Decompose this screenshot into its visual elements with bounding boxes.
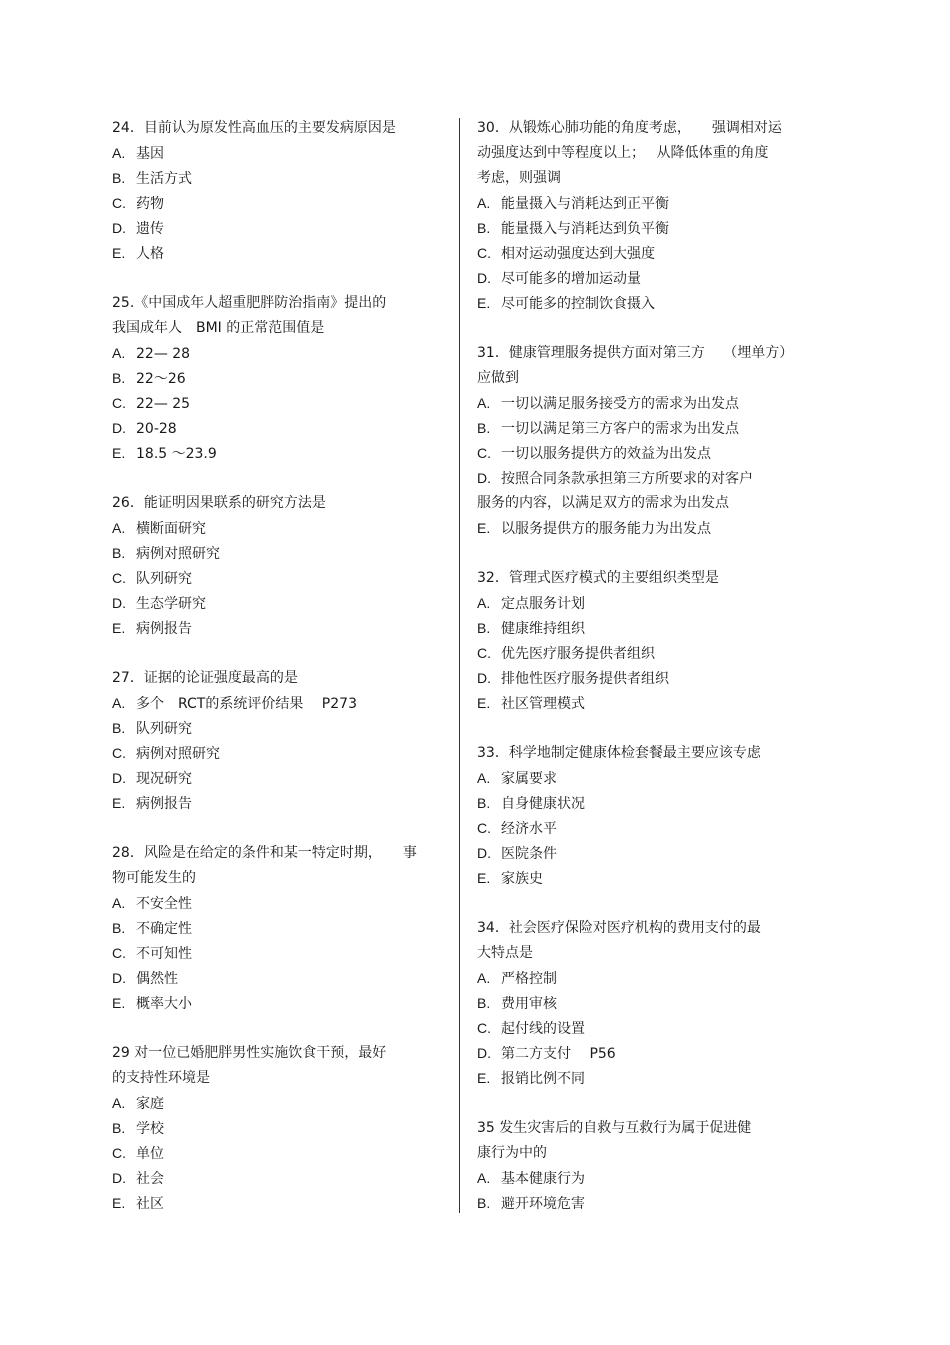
option-letter: B.	[477, 795, 491, 811]
answer-option	[477, 1191, 807, 1216]
option-text: 家属要求	[501, 771, 557, 787]
option-text: 队列研究	[136, 571, 192, 587]
option-text: 一切以满足第三方客户的需求为出发点	[501, 421, 739, 437]
option-letter: E.	[477, 295, 491, 311]
answer-option	[112, 1191, 448, 1216]
option-text: 药物	[136, 196, 164, 212]
option-letter: B.	[477, 620, 491, 636]
answer-option	[477, 691, 807, 716]
option-text: 尽可能多的控制饮食摄入	[501, 296, 655, 312]
answer-option	[477, 666, 807, 691]
question-stem: 我国成年人 BMI 的正常范围值是	[112, 320, 325, 336]
option-text: 偶然性	[136, 971, 178, 987]
option-text: 病例报告	[136, 796, 192, 812]
answer-option	[112, 916, 448, 941]
option-letter: D.	[112, 595, 126, 611]
option-text: 病例对照研究	[136, 746, 220, 762]
option-letter: A.	[477, 1170, 491, 1186]
answer-option	[477, 1041, 807, 1066]
option-text: 第二方支付 P56	[501, 1046, 616, 1062]
option-text: 以服务提供方的服务能力为出发点	[501, 521, 711, 537]
question-stem: 动强度达到中等程度以上； 从降低体重的角度	[477, 145, 769, 161]
answer-option	[112, 241, 448, 266]
question-stem: 26．能证明因果联系的研究方法是	[112, 495, 326, 511]
option-text: 人格	[136, 246, 164, 262]
option-letter: C.	[112, 1145, 126, 1161]
answer-option	[112, 1141, 448, 1166]
option-text: 避开环境危害	[501, 1196, 585, 1212]
question-stem: 32．管理式医疗模式的主要组织类型是	[477, 570, 719, 586]
question-stem: 29 对一位已婚肥胖男性实施饮食干预，最好	[112, 1045, 387, 1061]
option-letter: E.	[112, 245, 126, 261]
question-block	[112, 1041, 448, 1216]
option-letter: D.	[112, 770, 126, 786]
answer-option	[112, 766, 448, 791]
answer-option	[112, 941, 448, 966]
option-letter: C.	[477, 1020, 491, 1036]
option-letter: C.	[112, 745, 126, 761]
option-letter: A.	[112, 520, 126, 536]
question-block	[477, 116, 807, 316]
answer-option	[477, 241, 807, 266]
option-letter: D.	[477, 1045, 491, 1061]
option-text: 基因	[136, 146, 164, 162]
option-text: 健康维持组织	[501, 621, 585, 637]
answer-option	[112, 141, 448, 166]
answer-option	[477, 591, 807, 616]
answer-option	[112, 891, 448, 916]
option-letter: D.	[112, 1170, 126, 1186]
left-column	[112, 116, 448, 1241]
answer-option	[477, 866, 807, 891]
option-letter: A.	[112, 145, 126, 161]
question-block	[112, 666, 448, 816]
option-text: 20-28	[136, 421, 177, 437]
answer-option	[112, 616, 448, 641]
option-text: 22～26	[136, 371, 186, 387]
question-stem: 27．证据的论证强度最高的是	[112, 670, 298, 686]
option-text: 起付线的设置	[501, 1021, 585, 1037]
option-text: 医院条件	[501, 846, 557, 862]
answer-option	[112, 541, 448, 566]
answer-option	[112, 1166, 448, 1191]
answer-option	[112, 441, 448, 466]
option-text: 家族史	[501, 871, 543, 887]
option-text: 相对运动强度达到大强度	[501, 246, 655, 262]
option-letter: A.	[477, 395, 491, 411]
question-stem: 康行为中的	[477, 1145, 547, 1161]
option-letter: B.	[112, 920, 126, 936]
question-block	[477, 1116, 807, 1216]
answer-option	[477, 991, 807, 1016]
option-text: 18.5 ～23.9	[136, 446, 217, 462]
answer-option	[477, 466, 807, 491]
option-letter: E.	[477, 520, 491, 536]
option-letter: C.	[112, 570, 126, 586]
answer-option	[477, 191, 807, 216]
answer-option	[112, 791, 448, 816]
answer-option	[477, 616, 807, 641]
option-text: 能量摄入与消耗达到正平衡	[501, 196, 669, 212]
option-letter: A.	[477, 595, 491, 611]
answer-option	[112, 391, 448, 416]
option-letter: D.	[477, 670, 491, 686]
answer-option	[477, 641, 807, 666]
question-block	[112, 841, 448, 1016]
option-text: 报销比例不同	[501, 1071, 585, 1087]
option-letter: E.	[112, 445, 126, 461]
question-block	[477, 341, 807, 541]
option-letter: E.	[477, 1070, 491, 1086]
option-letter: E.	[477, 695, 491, 711]
option-text: 能量摄入与消耗达到负平衡	[501, 221, 669, 237]
option-letter: C.	[477, 445, 491, 461]
answer-option	[112, 991, 448, 1016]
option-letter: B.	[477, 420, 491, 436]
question-block	[112, 291, 448, 466]
question-stem: 33．科学地制定健康体检套餐最主要应该专虑	[477, 745, 761, 761]
question-stem: 31．健康管理服务提供方面对第三方 （埋单方）	[477, 345, 794, 361]
option-text: 22— 28	[136, 346, 191, 362]
option-text: 生态学研究	[136, 596, 206, 612]
option-text: 学校	[136, 1121, 164, 1137]
option-letter: A.	[477, 195, 491, 211]
answer-option	[112, 741, 448, 766]
option-text: 家庭	[136, 1096, 164, 1112]
option-letter: A.	[477, 770, 491, 786]
option-text: 排他性医疗服务提供者组织	[501, 671, 669, 687]
option-text: 单位	[136, 1146, 164, 1162]
answer-option	[477, 1166, 807, 1191]
answer-option	[477, 416, 807, 441]
option-letter: D.	[112, 420, 126, 436]
option-letter: C.	[477, 645, 491, 661]
answer-option	[477, 1066, 807, 1091]
option-text: 社区	[136, 1196, 164, 1212]
option-text: 一切以满足服务接受方的需求为出发点	[501, 396, 739, 412]
option-letter: A.	[112, 1095, 126, 1111]
answer-option	[477, 791, 807, 816]
answer-option	[112, 566, 448, 591]
option-text: 现况研究	[136, 771, 192, 787]
option-text: 生活方式	[136, 171, 192, 187]
option-text: 概率大小	[136, 996, 192, 1012]
answer-option	[112, 216, 448, 241]
option-letter: C.	[112, 395, 126, 411]
option-text: 按照合同条款承担第三方所要求的对客户	[501, 471, 753, 487]
answer-option	[477, 441, 807, 466]
answer-option	[112, 366, 448, 391]
question-block	[112, 116, 448, 266]
option-letter: A.	[112, 895, 126, 911]
answer-option	[477, 816, 807, 841]
answer-option	[112, 516, 448, 541]
option-text: 病例报告	[136, 621, 192, 637]
right-column	[477, 116, 807, 1241]
option-letter: A.	[112, 695, 126, 711]
answer-option	[112, 591, 448, 616]
option-letter: C.	[477, 820, 491, 836]
option-letter: D.	[477, 270, 491, 286]
option-text: 队列研究	[136, 721, 192, 737]
answer-option	[112, 341, 448, 366]
question-stem: 大特点是	[477, 945, 533, 961]
option-letter: C.	[477, 245, 491, 261]
option-text: 社会	[136, 1171, 164, 1187]
question-stem: 25.《中国成年人超重肥胖防治指南》提出的	[112, 295, 387, 311]
answer-option	[477, 966, 807, 991]
question-block	[477, 741, 807, 891]
option-letter: C.	[112, 945, 126, 961]
option-text: 不确定性	[136, 921, 192, 937]
option-letter: B.	[112, 1120, 126, 1136]
option-text: 自身健康状况	[501, 796, 585, 812]
option-letter: E.	[112, 620, 126, 636]
option-letter: E.	[112, 1195, 126, 1211]
answer-option	[477, 516, 807, 541]
answer-option	[112, 416, 448, 441]
option-letter: A.	[112, 345, 126, 361]
option-text: 尽可能多的增加运动量	[501, 271, 641, 287]
question-stem: 物可能发生的	[112, 870, 196, 886]
option-letter: B.	[112, 170, 126, 186]
question-block	[477, 916, 807, 1091]
option-text: 优先医疗服务提供者组织	[501, 646, 655, 662]
option-text: 社区管理模式	[501, 696, 585, 712]
question-stem: 34．社会医疗保险对医疗机构的费用支付的最	[477, 920, 761, 936]
option-text: 多个 RCT的系统评价结果 P273	[136, 696, 357, 712]
answer-option	[477, 216, 807, 241]
option-text: 横断面研究	[136, 521, 206, 537]
option-letter: D.	[112, 970, 126, 986]
option-letter: D.	[112, 220, 126, 236]
question-stem: 的支持性环境是	[112, 1070, 210, 1086]
option-text: 病例对照研究	[136, 546, 220, 562]
option-continuation: 服务的内容，以满足双方的需求为出发点	[477, 495, 729, 511]
option-letter: E.	[477, 870, 491, 886]
question-stem: 30．从锻炼心肺功能的角度考虑， 强调相对运	[477, 120, 782, 136]
question-stem: 35 发生灾害后的自救与互救行为属于促进健	[477, 1120, 752, 1136]
option-letter: B.	[477, 220, 491, 236]
answer-option	[477, 1016, 807, 1041]
option-letter: D.	[477, 845, 491, 861]
answer-option	[112, 716, 448, 741]
option-text: 基本健康行为	[501, 1171, 585, 1187]
option-letter: B.	[112, 545, 126, 561]
question-stem: 24．目前认为原发性高血压的主要发病原因是	[112, 120, 396, 136]
answer-option	[112, 166, 448, 191]
question-stem: 28．风险是在给定的条件和某一特定时期， 事	[112, 845, 417, 861]
question-block	[477, 566, 807, 716]
option-text: 经济水平	[501, 821, 557, 837]
option-text: 严格控制	[501, 971, 557, 987]
question-block	[112, 491, 448, 641]
column-divider	[459, 118, 460, 1213]
option-letter: C.	[112, 195, 126, 211]
option-text: 一切以服务提供方的效益为出发点	[501, 446, 711, 462]
option-letter: B.	[112, 720, 126, 736]
option-text: 不可知性	[136, 946, 192, 962]
answer-option	[112, 966, 448, 991]
answer-option	[477, 391, 807, 416]
option-text: 22— 25	[136, 396, 191, 412]
option-letter: E.	[112, 995, 126, 1011]
option-text: 不安全性	[136, 896, 192, 912]
option-letter: B.	[477, 995, 491, 1011]
option-letter: B.	[112, 370, 126, 386]
option-letter: E.	[112, 795, 126, 811]
answer-option	[112, 691, 448, 716]
answer-option	[112, 1091, 448, 1116]
option-letter: B.	[477, 1195, 491, 1211]
answer-option	[477, 841, 807, 866]
option-letter: A.	[477, 970, 491, 986]
question-stem: 应做到	[477, 370, 519, 386]
option-letter: D.	[477, 470, 491, 486]
answer-option	[112, 191, 448, 216]
option-text: 遗传	[136, 221, 164, 237]
question-stem: 考虑，则强调	[477, 170, 561, 186]
answer-option	[477, 266, 807, 291]
option-text: 定点服务计划	[501, 596, 585, 612]
answer-option	[477, 766, 807, 791]
option-text: 费用审核	[501, 996, 557, 1012]
answer-option	[477, 291, 807, 316]
answer-option	[112, 1116, 448, 1141]
